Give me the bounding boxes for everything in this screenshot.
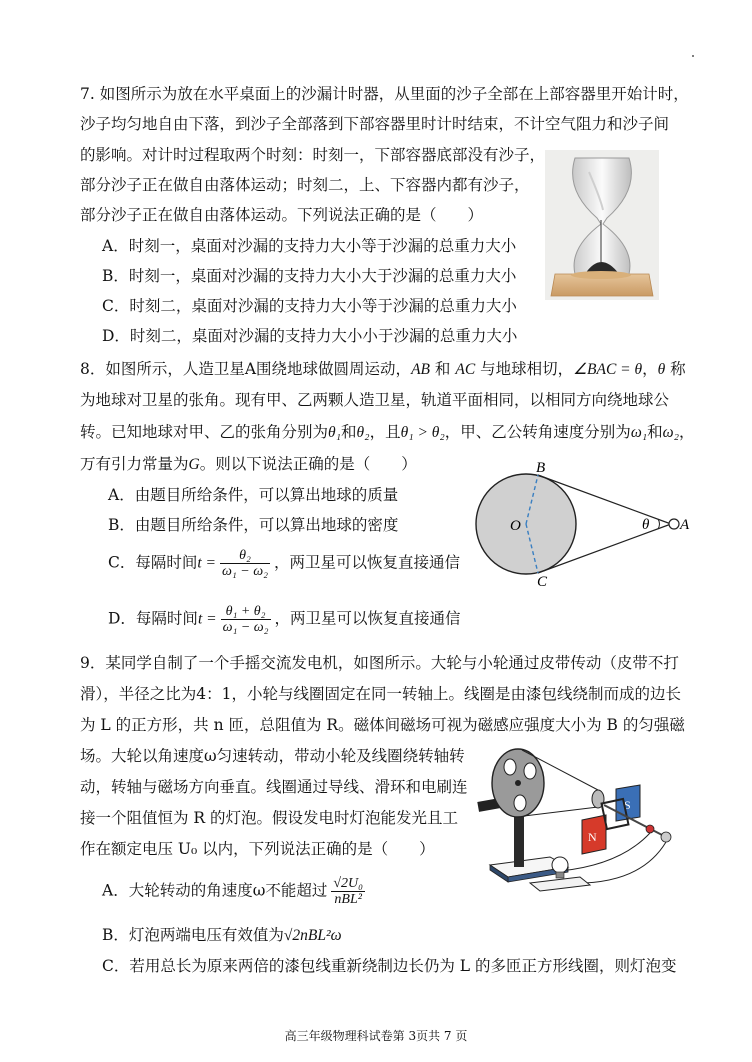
- q7-option-b: B．时刻一，桌面对沙漏的支持力大小大于沙漏的总重力大小: [102, 267, 517, 285]
- q8-text: 转。已知地球对甲、乙的张角分别为: [80, 423, 329, 441]
- q9-text: A．大轮转动的角速度ω不能超过: [102, 881, 328, 900]
- q8-t: t =: [197, 554, 217, 572]
- q8-line-2: 为地球对卫星的张角。现有甲、乙两颗人造卫星，轨道平面相同，以相同方向绕地球公: [80, 391, 670, 409]
- satellite-a: [669, 519, 679, 529]
- q8-t: t =: [197, 610, 217, 628]
- q9-line-4: 场。大轮以角速度ω匀速转动，带动小轮及线圈绕转轴转: [80, 747, 465, 765]
- q8-omega1: ω₁: [630, 424, 648, 441]
- q8-option-b: B．由题目所给条件，可以算出地球的密度: [108, 516, 399, 534]
- label-s: S: [624, 798, 631, 812]
- q9-option-c: C．若用总长为原来两倍的漆包线重新绕制边长仍为 L 的多匝正方形线圈，则灯泡变: [102, 957, 677, 975]
- q8-ab: AB: [411, 361, 430, 378]
- q8-text: 8．如图所示，人造卫星A围绕地球做圆周运动，: [80, 360, 412, 378]
- q9-line-1: 9．某同学自制了一个手摇交流发电机，如图所示。大轮与小轮通过皮带传动（皮带不打: [80, 654, 679, 672]
- q8-text: 称: [665, 360, 686, 378]
- q8-option-c: [108, 548, 460, 579]
- label-a: A: [680, 517, 690, 533]
- q8-theta1: θ₁: [328, 424, 342, 441]
- fraction-denominator: ω₁ − ω₂: [222, 620, 269, 635]
- hourglass-photo: [545, 150, 659, 300]
- q7-option-c: C．时刻二，桌面对沙漏的支持力大小等于沙漏的总重力大小: [102, 297, 517, 315]
- q8-angle-bac: ∠BAC = θ: [573, 361, 643, 378]
- q8-gravitational-constant: G: [188, 456, 200, 473]
- q9-text: B．灯泡两端电压有效值为: [102, 926, 284, 944]
- q8-text: ，甲、乙公转角速度分别为: [444, 423, 631, 441]
- q8-option-d-fraction: [221, 604, 271, 635]
- q7-line-1: 7. 如图所示为放在水平桌面上的沙漏计时器，从里面的沙子全部在上部容器里开始计时，: [80, 85, 689, 103]
- q7-option-a: A．时刻一，桌面对沙漏的支持力大小等于沙漏的总重力大小: [102, 237, 517, 255]
- q9-option-b: [102, 924, 342, 947]
- q7-line-3: 的影响。对计时过程取两个时刻：时刻一，下部容器底部没有沙子，: [80, 146, 546, 164]
- q9-voltage-expression: √2nBL²ω: [283, 927, 342, 944]
- generator-figure: [470, 745, 692, 900]
- q9-line-3: 为 L 的正方形，共 n 匝，总阻值为 R。磁体间磁场可视为磁感应强度大小为 B 的匀强磁: [80, 716, 685, 734]
- q8-text: 和: [430, 360, 456, 378]
- q8-text: ，且: [369, 423, 401, 441]
- q8-text: 和: [341, 423, 357, 441]
- q9-line-6: 接一个阻值恒为 R 的灯泡。假设发电时灯泡能发光且工: [80, 809, 459, 827]
- q8-text: C．每隔时间: [108, 553, 198, 572]
- q8-line-1: [80, 358, 686, 381]
- q7-line-2: 沙子均匀地自由下落，到沙子全部落到下部容器里时计时结束，不计空气阻力和沙子间: [80, 115, 670, 133]
- q8-option-d: [108, 604, 461, 635]
- q8-line-4: [80, 453, 417, 476]
- q8-theta: θ: [657, 361, 666, 378]
- label-b: B: [536, 460, 546, 476]
- q8-text: ，两卫星可以恢复直接通信: [273, 553, 460, 572]
- q8-text: 和: [647, 423, 663, 441]
- q9-option-a: [102, 876, 369, 907]
- fraction-numerator: θ₂: [220, 548, 270, 564]
- fraction-numerator: θ₁ + θ₂: [221, 604, 271, 620]
- q8-text: 与地球相切，: [475, 360, 574, 378]
- fraction-numerator: √2U₀: [333, 876, 364, 891]
- page-footer: 高三年级物理科试卷第 3页共 7 页: [284, 1029, 468, 1043]
- q8-theta2: θ₂: [356, 424, 370, 441]
- q9-line-5: 动，转轴与磁场方向垂直。线圈通过导线、滑环和电刷连: [80, 778, 468, 796]
- label-n: N: [588, 830, 597, 844]
- earth-satellite-figure: [470, 458, 692, 588]
- fraction-denominator: nBL²: [334, 892, 362, 907]
- q8-text: ，两卫星可以恢复直接通信: [274, 609, 461, 628]
- q8-text: 。则以下说法正确的是（ ）: [199, 455, 417, 473]
- fraction-denominator: ω₁ − ω₂: [222, 564, 268, 579]
- q7-line-5: 部分沙子正在做自由落体运动。下列说法正确的是（ ）: [80, 206, 484, 224]
- q9-option-a-fraction: [331, 876, 365, 907]
- label-theta: θ: [642, 517, 650, 533]
- bulb: [552, 857, 568, 873]
- q8-option-a: A．由题目所给条件，可以算出地球的质量: [108, 486, 399, 504]
- q8-line-3: [80, 421, 695, 444]
- q8-inequality: θ₁ > θ₂: [400, 424, 445, 441]
- label-o: O: [510, 518, 521, 534]
- q8-option-c-fraction: [220, 548, 270, 579]
- q9-line-2: 滑），半径之比为4：1，小轮与线圈固定在同一转轴上。线圈是由漆包线绕制而成的边长: [80, 685, 681, 703]
- q8-text: ，: [679, 423, 695, 441]
- label-c: C: [537, 574, 548, 588]
- q8-text: ，: [642, 360, 658, 378]
- q8-text: D．每隔时间: [108, 609, 198, 628]
- q9-line-7: 作在额定电压 U₀ 以内，下列说法正确的是（ ）: [80, 840, 435, 858]
- q8-ac: AC: [455, 361, 476, 378]
- q8-omega2: ω₂: [662, 424, 680, 441]
- q7-option-d: D．时刻二，桌面对沙漏的支持力大小小于沙漏的总重力大小: [102, 327, 518, 345]
- scan-speck: [692, 55, 694, 57]
- q7-line-4: 部分沙子正在做自由落体运动；时刻二，上、下容器内都有沙子，: [80, 176, 530, 194]
- q8-text: 万有引力常量为: [80, 455, 189, 473]
